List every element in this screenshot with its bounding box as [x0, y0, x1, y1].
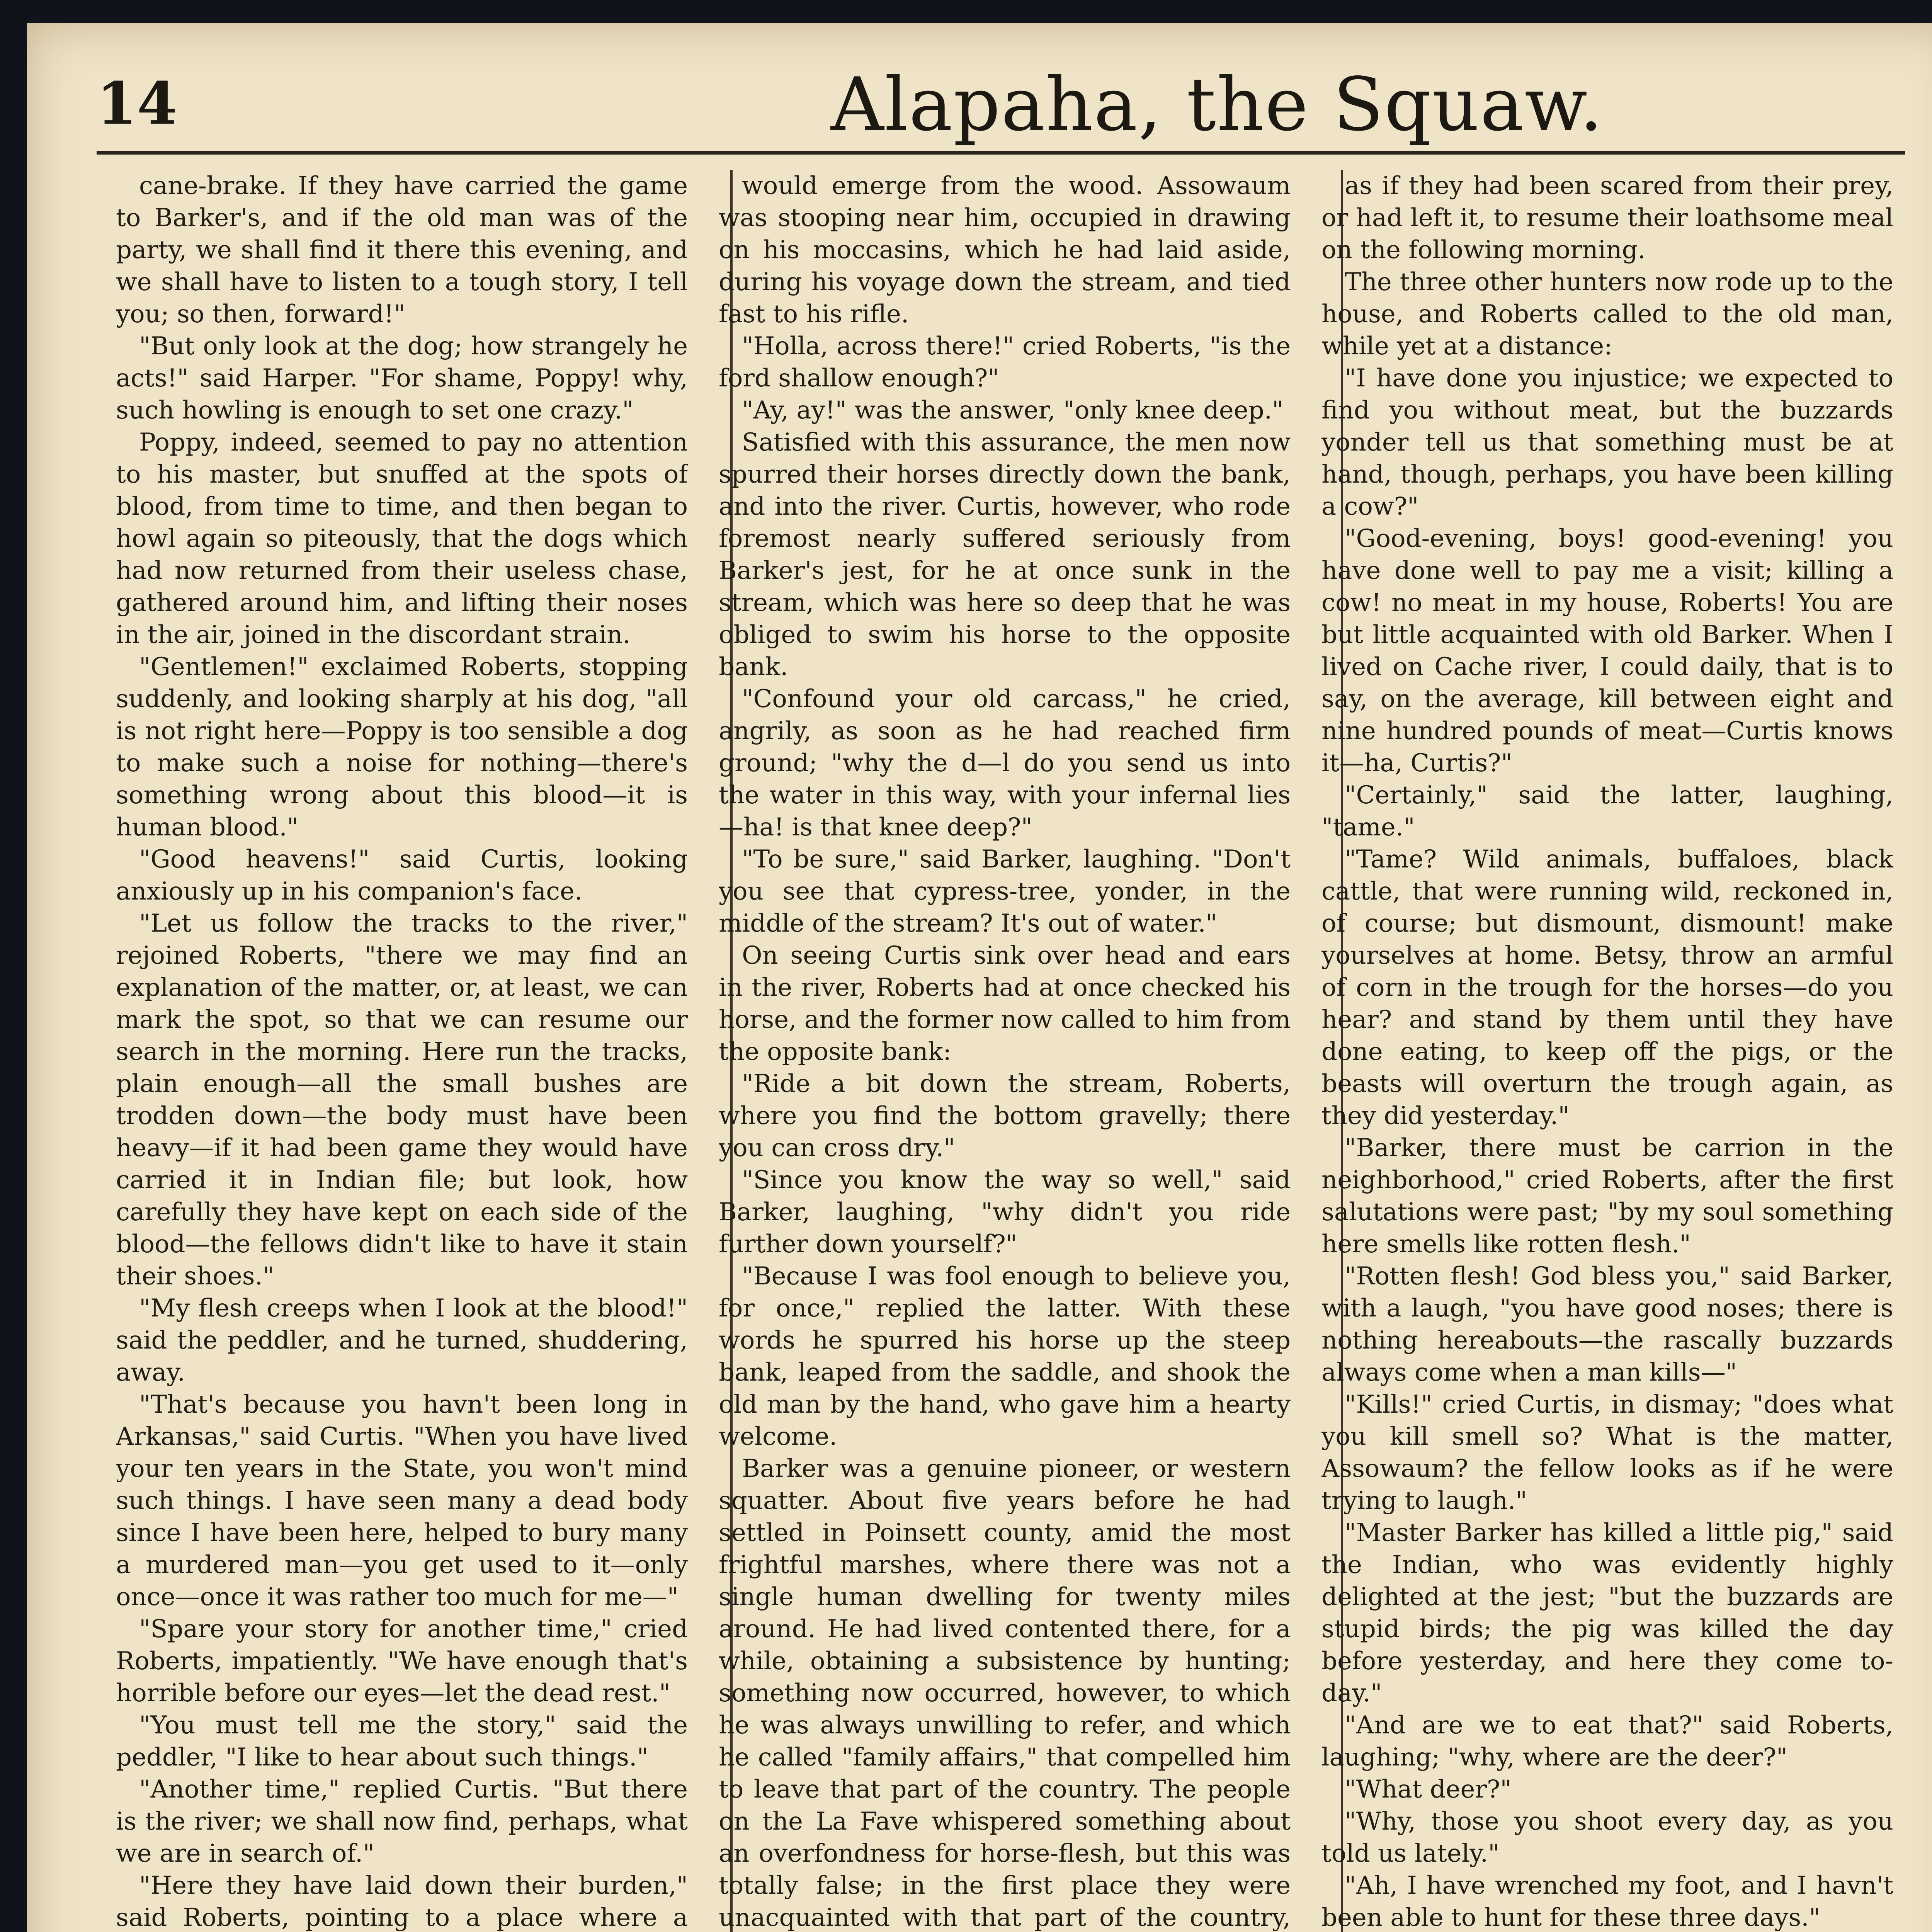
paragraph: "That's because you havn't been long in Arkansas," said Curtis. "When you have lived your ten years in the State, you won't mind such things. I have seen many a dead body since I have been here, helped to bury many a murdered man—you get used to it—only once—once it was rather too much for me—": [116, 1390, 688, 1611]
column-middle-body: [719, 170, 1291, 1932]
paragraph: would emerge from the wood. Assowaum was stooping near him, occupied in drawing on his moccasins, which he had laid aside, during his voyage down the stream, and tied fast to his rifle.: [719, 172, 1291, 328]
paragraph: "Certainly," said the latter, laughing, "tame.": [1321, 781, 1893, 842]
paragraph: The three other hunters now rode up to the house, and Roberts called to the old man, while yet at a distance:: [1321, 268, 1893, 361]
paragraph: "But only look at the dog; how strangely he acts!" said Harper. "For shame, Poppy! why, such howling is enough to set one crazy.": [116, 332, 688, 425]
paragraph: "Gentlemen!" exclaimed Roberts, stopping suddenly, and looking sharply at his dog, "all is not right here—Poppy is too sensible a dog to make such a noise for nothing—there's something wrong about this blood—it is human blood.": [116, 653, 688, 842]
paragraph: Poppy, indeed, seemed to pay no attention to his master, but snuffed at the spots of blood, from time to time, and then began to howl again so piteously, that the dogs which had now returned from their useless chase, gathered around him, and lifting their noses in the air, joined in the discordant strain.: [116, 428, 688, 649]
running-title: Alapaha, the Squaw.: [831, 62, 1604, 147]
column-right: [1321, 170, 1893, 1932]
header-rule: [97, 151, 1905, 155]
paragraph: "Barker, there must be carrion in the neighborhood," cried Roberts, after the first salutations were past; "by my soul something here smells like rotten flesh.": [1321, 1134, 1893, 1259]
paragraph: "Tame? Wild animals, buffaloes, black cattle, that were running wild, reckoned in, of course; but dismount, dismount! make yourselves at home. Betsy, throw an armful of corn in the trough for the horses—do you hear? and stand by them until they have done eating, to keep off the pigs, or the beasts will overturn the trough again, as they did yesterday.": [1321, 845, 1893, 1130]
paragraph: "Because I was fool enough to believe you, for once," replied the latter. With these words he spurred his horse up the steep bank, leaped from the saddle, and shook the old man by the hand, who gave him a hearty welcome.: [719, 1262, 1291, 1451]
paragraph: "Spare your story for another time," cried Roberts, impatiently. "We have enough that's horrible before our eyes—let the dead rest.": [116, 1615, 688, 1708]
column-right-body: [1321, 170, 1893, 1932]
paragraph: "Since you know the way so well," said Barker, laughing, "why didn't you ride further down yourself?": [719, 1166, 1291, 1259]
paragraph: "Master Barker has killed a little pig," said the Indian, who was evidently highly delighted at the jest; "but the buzzards are stupid birds; the pig was killed the day before yesterday, and here they come to-day.": [1321, 1519, 1893, 1708]
paragraph: "Ay, ay!" was the answer, "only knee deep.": [742, 396, 1284, 425]
article-columns: [116, 170, 1893, 1932]
paragraph: "Rotten flesh! God bless you," said Barker, with a laugh, "you have good noses; there is nothing hereabouts—the rascally buzzards always come when a man kills—": [1321, 1262, 1893, 1387]
paragraph: "Here they have laid down their burden," said Roberts, pointing to a place where a: [116, 1871, 688, 1932]
paragraph: "And are we to eat that?" said Roberts, laughing; "why, where are the deer?": [1321, 1711, 1893, 1772]
paragraph: Satisfied with this assurance, the men now spurred their horses directly down the bank, and into the river. Curtis, however, who rode foremost nearly suffered seriously from Barker's jest, for he at once sunk in the stream, which was here so deep that he was obliged to swim his horse to the opposite bank.: [719, 428, 1291, 681]
magazine-page: [27, 23, 1932, 1932]
paragraph: "My flesh creeps when I look at the blood!" said the peddler, and he turned, shuddering, away.: [116, 1294, 688, 1387]
paragraph: "Ah, I have wrenched my foot, and I havn't been able to hunt for these three days.": [1321, 1871, 1893, 1932]
paragraph: "You must tell me the story," said the peddler, "I like to hear about such things.": [116, 1711, 688, 1772]
paragraph: "Ride a bit down the stream, Roberts, where you find the bottom gravelly; there you can cross dry.": [719, 1070, 1291, 1162]
paragraph: "Confound your old carcass," he cried, angrily, as soon as he had reached firm ground; "why the d—l do you send us into the water in this way, with your infernal lies—ha! is that knee deep?": [719, 685, 1291, 842]
paragraph: "Holla, across there!" cried Roberts, "is the ford shallow enough?": [719, 332, 1291, 393]
page-header: [97, 62, 1905, 151]
column-left: [116, 170, 688, 1932]
paragraph: as if they had been scared from their prey, or had left it, to resume their loathsome meal on the following morning.: [1321, 172, 1893, 264]
paragraph: "Let us follow the tracks to the river," rejoined Roberts, "there we may find an explanation of the matter, or, at least, we can mark the spot, so that we can resume our search in the morning. Here run the tracks, plain enough—all the small bushes are trodden down—the body must have been heavy—if it had been game they would have carried it in Indian file; but look, how carefully they have kept on each side of the blood—the fellows didn't like to have it stain their shoes.": [116, 909, 688, 1291]
paragraph: Barker was a genuine pioneer, or western squatter. About five years before he had settled in Poinsett county, amid the most frightful marshes, where there was not a single human dwelling for twenty miles around. He had lived contented there, for a while, obtaining a subsistence by hunting; something now occurred, however, to which he was always unwilling to refer, and which he called "family affairs," that compelled him to leave that part of the country. The people on the La Fave whispered something about an overfondness for horse-flesh, but this was totally false; in the first place they were unacquainted with that part of the country,: [719, 1454, 1291, 1932]
column-middle: [719, 170, 1291, 1932]
paragraph: "Another time," replied Curtis. "But there is the river; we shall now find, perhaps, what we are in search of.": [116, 1775, 688, 1868]
paragraph: "To be sure," said Barker, laughing. "Don't you see that cypress-tree, yonder, in the middle of the stream? It's out of water.": [719, 845, 1291, 938]
paragraph: "Good heavens!" said Curtis, looking anxiously up in his companion's face.: [116, 845, 688, 906]
paragraph: "I have done you injustice; we expected to find you without meat, but the buzzards yonder tell us that something must be at hand, though, perhaps, you have been killing a cow?": [1321, 364, 1893, 521]
paragraph: "Kills!" cried Curtis, in dismay; "does what you kill smell so? What is the matter, Assowaum? the fellow looks as if he were trying to laugh.": [1321, 1390, 1893, 1515]
paragraph: cane-brake. If they have carried the game to Barker's, and if the old man was of the party, we shall find it there this evening, and we shall have to listen to a tough story, I tell you; so then, forward!": [116, 172, 688, 328]
paragraph: "Why, those you shoot every day, as you told us lately.": [1321, 1807, 1893, 1868]
column-left-body: [116, 170, 688, 1932]
paragraph: On seeing Curtis sink over head and ears in the river, Roberts had at once checked his horse, and the former now called to him from the opposite bank:: [719, 941, 1291, 1066]
paragraph: "Good-evening, boys! good-evening! you have done well to pay me a visit; killing a cow! no meat in my house, Roberts! You are but little acquainted with old Barker. When I lived on Cache river, I could daily, that is to say, on the average, kill between eight and nine hundred pounds of meat—Curtis knows it—ha, Curtis?": [1321, 524, 1893, 777]
paragraph: "What deer?": [1345, 1775, 1512, 1804]
page-number: 14: [97, 70, 177, 138]
